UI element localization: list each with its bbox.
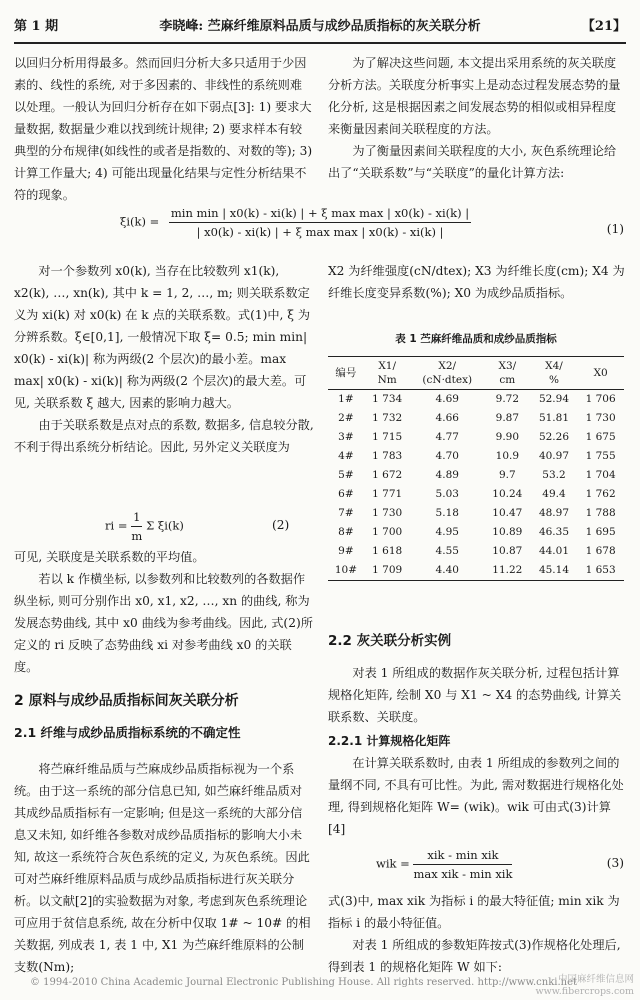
table-cell: 1 788 xyxy=(585,507,616,519)
table-cell: 1 618 xyxy=(372,545,403,557)
table-header-cell xyxy=(328,357,364,390)
table-cell: 4.70 xyxy=(435,450,459,462)
table-row xyxy=(328,466,624,485)
table-header-row xyxy=(328,357,624,390)
section-heading-2-2-1: 2.2.1 计算规格化矩阵 xyxy=(328,734,451,748)
running-title: 李晓峰: 苎麻纤维原料品质与成纱品质指标的灰关联分析 xyxy=(159,19,481,34)
table-cell: 1 783 xyxy=(372,450,403,462)
copyright-footer: © 1994-2010 China Academic Journal Electronic Publishing House. All rights reserved. http://www.cnki.net xyxy=(30,977,578,988)
table-row xyxy=(328,409,624,428)
table-cell: 8# xyxy=(338,526,354,538)
eq2-coefficient xyxy=(131,508,142,545)
table-1-block xyxy=(328,328,624,581)
table-cell: 10.87 xyxy=(492,545,523,557)
eq1-fraction xyxy=(169,204,471,241)
eq3-numerator: xik - min xik xyxy=(413,846,512,865)
table-cell: 46.35 xyxy=(538,526,569,538)
paragraph: 将苎麻纤维品质与苎麻成纱品质指标视为一个系统。由于这一系统的部分信息已知, 如苎麻纤维品质对其成纱品质指标有一定影响; 但是这一系统的大部分信息又未知, 如纤维各参数对成纱品质指标的影响大小未知, 故这一系统符合灰色系统的定义, 为灰色系统。因此可对苎麻纤维原料品质与成纱品质指标进行灰关联分析。以文献[2]的实验数据为对象, 考虑到灰色系统理论可应用于贫信息系统, 故在分析中仅取 1# ~ 10# 的相关数据, 列成表 1, 表 1 中, X1 为苎麻纤维原料的公制支数(Nm); xyxy=(14,762,311,974)
table-cell: 1 730 xyxy=(585,412,616,424)
running-header xyxy=(14,16,626,40)
header-unit: (cN·dtex) xyxy=(422,374,473,386)
table-cell: 10.9 xyxy=(495,450,520,462)
eq2-coef-den: m xyxy=(131,529,143,543)
table-cell: 48.97 xyxy=(538,507,569,519)
table-header-cell xyxy=(531,357,578,390)
table-row xyxy=(328,561,624,581)
table-cell: 6# xyxy=(338,488,354,500)
paragraph: 对一个参数列 x0(k), 当存在比较数列 x1(k), x2(k), …, xn(k), 其中 k = 1, 2, …, m; 则关联系数定义为 xi(k) 对 x0(k) 在 k 点的关联系数。式(1)中, ξ 为分辨系数。ξ∈[0,1], 一般情况下取 ξ= 0.5; min min| x0(k) - xi(k)| 称为两级(2 个层次)的最小差。max max| x0(k) - xi(k)| 称为两级(2 个层次)的最大差。可见, 关联系数 ξ 越大, 因素的影响力越大。 xyxy=(14,264,311,410)
table-header-cell xyxy=(484,357,531,390)
table-cell: 1 730 xyxy=(372,507,403,519)
table-cell: 1 678 xyxy=(585,545,616,557)
section-heading-2: 2 原料与成纱品质指标间灰关联分析 xyxy=(14,693,239,709)
table-cell: 1 653 xyxy=(577,561,624,581)
table-1 xyxy=(328,356,624,581)
eq3-number: (3) xyxy=(606,856,624,870)
eq2-lhs: ri = xyxy=(105,518,128,533)
table-cell: 10.89 xyxy=(492,526,523,538)
table-cell: 1# xyxy=(338,393,354,405)
eq3-denominator: max xik - min xik xyxy=(413,867,513,881)
table-cell: 9.7 xyxy=(498,469,516,481)
table-cell: 44.01 xyxy=(538,545,569,557)
table-cell: 10# xyxy=(328,561,364,581)
left-column-top xyxy=(14,52,314,206)
table-cell: 1 771 xyxy=(372,488,403,500)
table-cell: 49.4 xyxy=(542,488,566,500)
header-label: 编号 xyxy=(335,367,357,379)
table-cell: 40.97 xyxy=(538,450,569,462)
table-cell: 1 700 xyxy=(372,526,403,538)
paragraph: 式(3)中, max xik 为指标 i 的最大特征值; min xik 为指标 i 的最小特征值。 xyxy=(328,894,620,930)
table-cell: 1 734 xyxy=(372,393,403,405)
table-cell: 52.94 xyxy=(538,393,569,405)
table-cell: 1 695 xyxy=(585,526,616,538)
header-unit: cm xyxy=(499,374,516,386)
left-column-mid xyxy=(14,260,314,458)
table-cell: 53.2 xyxy=(542,469,566,481)
right-column-bottom xyxy=(328,752,626,840)
table-header-cell xyxy=(410,357,484,390)
table-row xyxy=(328,542,624,561)
table-cell: 11.22 xyxy=(484,561,531,581)
table-cell: 4.69 xyxy=(435,393,459,405)
left-column-bottom xyxy=(14,758,314,978)
eq2-sum: Σ ξi(k) xyxy=(146,518,184,533)
table-header-cell xyxy=(364,357,411,390)
paragraph: 为了衡量因素间关联程度的大小, 灰色系统理论给出了“关联系数”与“关联度”的量化计算方法: xyxy=(328,144,617,180)
equation-1 xyxy=(120,204,620,241)
table-cell: 1 704 xyxy=(585,469,616,481)
header-label: X2/ xyxy=(438,360,457,372)
table-cell: 1 732 xyxy=(372,412,403,424)
table-row xyxy=(328,504,624,523)
right-column-lower xyxy=(328,662,626,728)
paragraph: 对表 1 所组成的数据作灰关联分析, 过程包括计算规格化矩阵, 绘制 X0 与 X1 ~ X4 的态势曲线, 计算关联系数、关联度。 xyxy=(328,666,622,724)
table-cell: 52.26 xyxy=(538,431,569,443)
paragraph: 在计算关联系数时, 由表 1 所组成的参数列之间的量纲不同, 不具有可比性。为此, 需对数据进行规格化处理, 得到规格化矩阵 W= (wik)。wik 可由式(3)计算[4] xyxy=(328,756,624,836)
table-cell: 4.89 xyxy=(435,469,459,481)
table-cell: 1 762 xyxy=(585,488,616,500)
table-cell: 9.72 xyxy=(495,393,520,405)
paragraph: 可见, 关联度是关联系数的平均值。 xyxy=(14,550,205,564)
watermark-line-1: 中国麻纤维信息网 xyxy=(557,974,634,985)
eq3-fraction xyxy=(413,846,512,883)
table-cell: 1 709 xyxy=(364,561,411,581)
table-cell: 1 715 xyxy=(372,431,403,443)
right-column-top xyxy=(328,52,626,184)
page-number: 【21】 xyxy=(581,19,626,34)
table-cell: 1 755 xyxy=(585,450,616,462)
section-heading-2-2: 2.2 灰关联分析实例 xyxy=(328,633,452,649)
paragraph: X2 为纤维强度(cN/dtex); X3 为纤维长度(cm); X4 为纤维长度变异系数(%); X0 为成纱品质指标。 xyxy=(328,264,625,300)
table-caption: 表 1 苎麻纤维品质和成纱品质指标 xyxy=(395,333,557,345)
eq1-lhs: ξi(k) = xyxy=(120,214,160,229)
table-cell: 4.95 xyxy=(435,526,459,538)
table-cell: 4.77 xyxy=(435,431,459,443)
table-cell: 9.90 xyxy=(495,431,520,443)
eq2-number: (2) xyxy=(272,518,290,532)
header-unit: % xyxy=(548,374,559,386)
header-label: X4/ xyxy=(545,360,563,372)
section-heading-2-1: 2.1 纤维与成纱品质指标系统的不确定性 xyxy=(14,725,241,740)
eq1-number: (1) xyxy=(606,222,624,236)
header-label: X0 xyxy=(593,367,608,379)
table-cell: 4.40 xyxy=(410,561,484,581)
table-cell: 10.47 xyxy=(492,507,523,519)
header-unit: Nm xyxy=(377,374,397,386)
paragraph: 为了解决这些问题, 本文提出采用系统的灰关联度分析方法。关联度分析事实上是动态过程发展态势的量化分析, 这是根据因素之间发展态势的相似或相异程度来衡量因素间关联程度的方法。 xyxy=(328,56,621,136)
header-label: X3/ xyxy=(498,360,517,372)
paragraph: 若以 k 作横坐标, 以参数列和比较数列的各数据作纵坐标, 则可分别作出 x0, x1, x2, …, xn 的曲线, 称为发展态势曲线, 其中 x0 曲线为参考曲线。因此, 式(2)所定义的 ri 反映了态势曲线 xi 对参考曲线 x0 的关联度。 xyxy=(14,572,313,674)
header-label: X1/ xyxy=(378,360,397,372)
eq1-numerator: min min | x0(k) - xi(k) | + ξ max max | x0(k) - xi(k) | xyxy=(169,204,471,223)
watermark-line-2: www.fibercrops.com xyxy=(535,986,634,997)
table-row xyxy=(328,485,624,504)
table-cell: 9.87 xyxy=(495,412,520,424)
paragraph: 由于关联系数是点对点的系数, 数据多, 信息较分散, 不利于得出系统分析结论。因此, 另外定义关联度为 xyxy=(14,418,314,454)
table-cell: 1 675 xyxy=(585,431,616,443)
table-cell: 4.66 xyxy=(435,412,459,424)
table-cell: 7# xyxy=(338,507,354,519)
eq2-coef-num: 1 xyxy=(131,508,142,527)
right-column-end xyxy=(328,890,626,978)
issue-number: 第 1 期 xyxy=(14,19,59,34)
eq1-denominator: | x0(k) - xi(k) | + ξ max max | x0(k) - xi(k) | xyxy=(196,225,444,239)
table-cell: 51.81 xyxy=(538,412,569,424)
paragraph: 对表 1 所组成的参数矩阵按式(3)作规格化处理后, 得到表 1 的规格化矩阵 W 如下: xyxy=(328,938,621,974)
right-column-mid xyxy=(328,260,626,304)
eq3-lhs: wik = xyxy=(376,856,410,871)
table-cell: 9# xyxy=(338,545,354,557)
table-row xyxy=(328,428,624,447)
table-row xyxy=(328,447,624,466)
table-cell: 1 672 xyxy=(372,469,403,481)
table-header-cell xyxy=(577,357,624,390)
watermark xyxy=(536,974,634,998)
table-cell: 5# xyxy=(338,469,354,481)
table-cell: 4# xyxy=(338,450,354,462)
table-cell: 2# xyxy=(338,412,354,424)
paragraph: 以回归分析用得最多。然而回归分析大多只适用于少因素的、线性的系统, 对于多因素的、非线性的系统则难以处理。一般认为回归分析存在如下弱点[3]: 1) 要求大量数据, 数据量少难以找到统计规律; 2) 要求样本有较典型的分布规律(如线性的或者是指数的、对数的等); 3) 计算工作量大; 4) 可能出现量化结果与定性分析结果不符的现象。 xyxy=(14,56,313,202)
table-row xyxy=(328,390,624,410)
table-cell: 45.14 xyxy=(531,561,578,581)
equation-3 xyxy=(376,846,576,883)
left-column-low xyxy=(14,546,314,678)
table-cell: 4.55 xyxy=(435,545,459,557)
table-cell: 1 706 xyxy=(585,393,616,405)
table-cell: 5.03 xyxy=(435,488,459,500)
table-row xyxy=(328,523,624,542)
header-rule xyxy=(14,42,626,44)
table-cell: 10.24 xyxy=(492,488,523,500)
table-cell: 5.18 xyxy=(435,507,459,519)
table-cell: 3# xyxy=(338,431,354,443)
